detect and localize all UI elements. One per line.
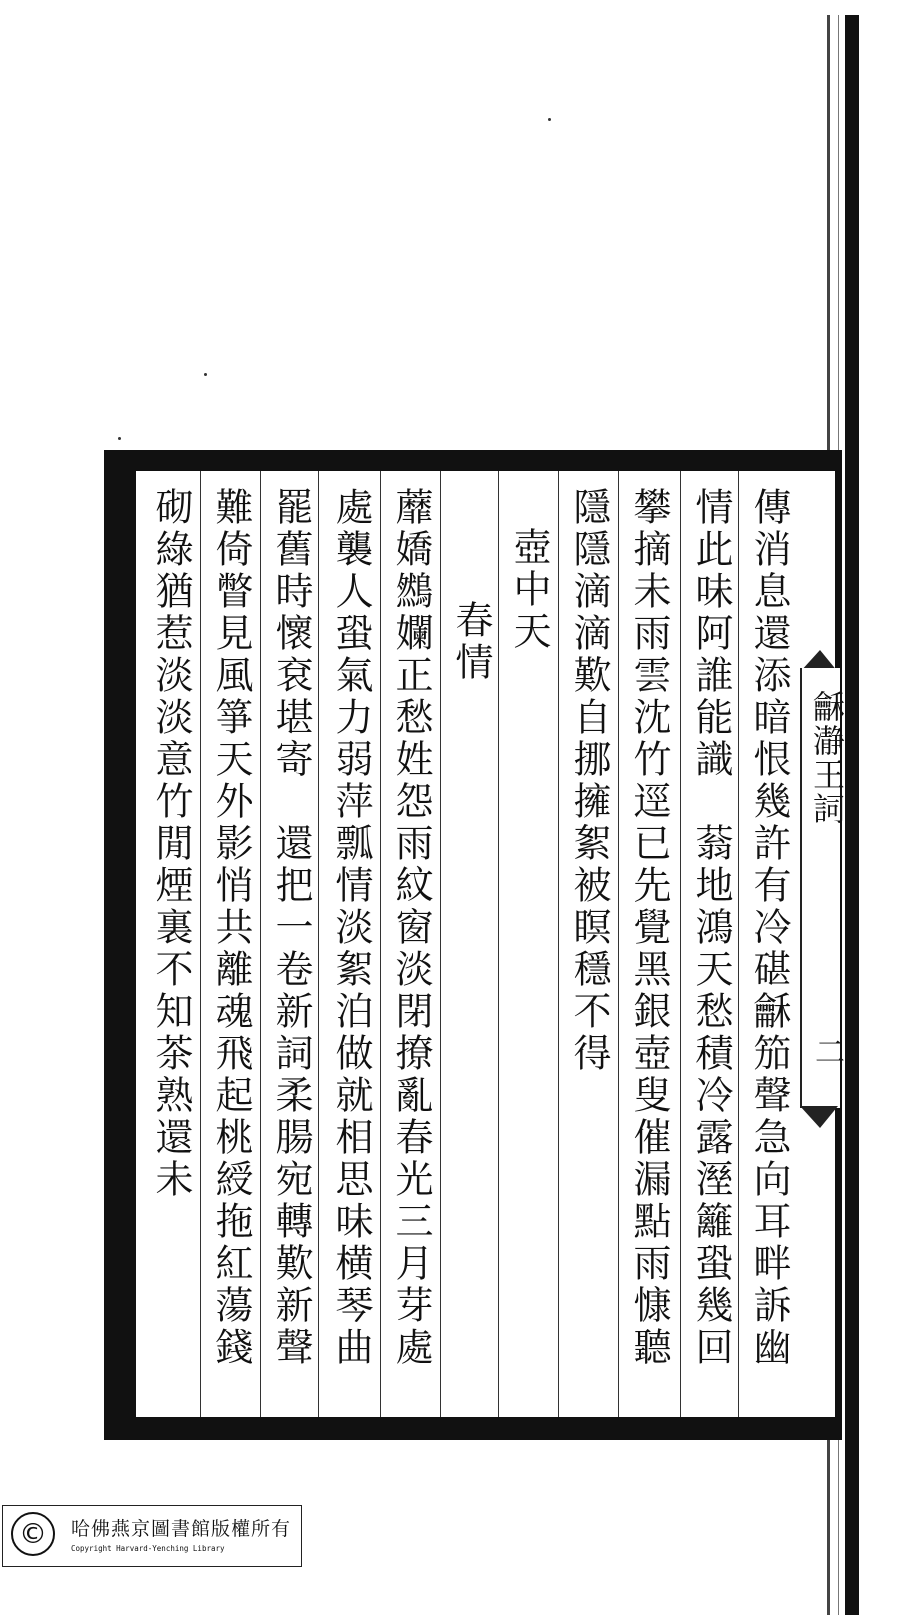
text-column-1: 傳消息還添暗恨幾許有冷碪龢笳聲急向耳畔訴幽 (747, 487, 791, 1369)
text-column-3: 攀摘未雨雲沈竹逕已先覺黑銀壺叟催漏點雨慷聽 (627, 487, 671, 1369)
column-rule (380, 471, 381, 1417)
column-rule (200, 471, 201, 1417)
column-rule (680, 471, 681, 1417)
column-rule (618, 471, 619, 1417)
copyright-text: 哈佛燕京圖書館版權所有 (71, 1518, 292, 1540)
fishtail-bottom-mark (800, 1106, 838, 1128)
scan-speck (204, 373, 207, 376)
copyright-notice (2, 1505, 302, 1567)
column-rule (738, 471, 739, 1417)
text-column-8: 處襲人蛩氣力弱萍瓢情淡絮泊做就相思味横琴曲 (329, 487, 373, 1369)
poem-tune-title: 壺中天 (507, 527, 551, 653)
scan-speck (548, 118, 551, 121)
text-column-7: 蘼嬌䳿孄正愁姓怨雨紋窗淡閉撩亂春光三月芽處 (389, 487, 433, 1369)
text-column-9: 罷舊時懷袞堪寄 還把一卷新詞柔腸宛轉歎新聲 (269, 487, 313, 1369)
scan-speck (118, 437, 121, 440)
side-title: 龢瀞王詞 (808, 690, 846, 826)
column-rule (558, 471, 559, 1417)
text-column-4: 隱隱滴滴歎自挪擁絮被瞑穩不得 (567, 487, 611, 1075)
column-rule (440, 471, 441, 1417)
column-rule (498, 471, 499, 1417)
poem-subtitle: 春情 (449, 600, 493, 684)
column-rule (260, 471, 261, 1417)
text-column-10: 難倚瞥見風箏天外影悄共離魂飛起桃綬拖紅蕩錢 (209, 487, 253, 1369)
page-number: 二 (809, 1036, 844, 1066)
copyright-english: Copyright Harvard-Yenching Library (71, 1544, 225, 1553)
text-column-11: 砌綠猶惹淡淡意竹閒煙裏不知茶熟還未 (149, 487, 193, 1201)
text-column-2: 情此味阿誰能識 蓊地鴻天愁積冷露溼籬蛩幾回 (689, 487, 733, 1369)
column-rule (318, 471, 319, 1417)
copyright-icon: © (11, 1512, 55, 1556)
